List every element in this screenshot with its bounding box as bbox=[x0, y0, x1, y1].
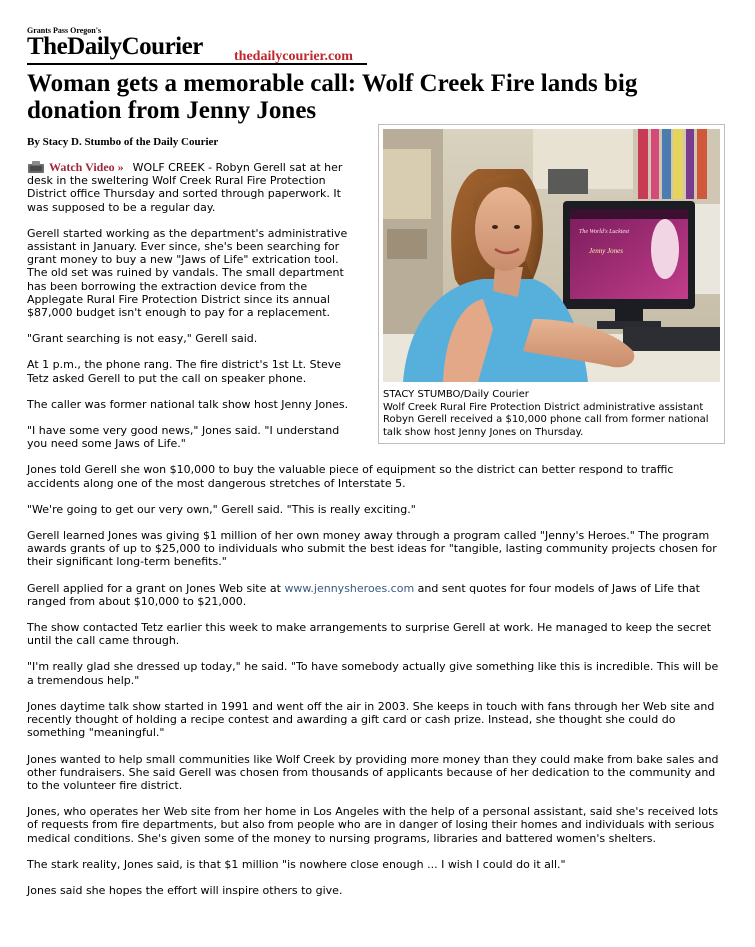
masthead-url[interactable]: thedailycourier.com bbox=[234, 49, 353, 64]
article-paragraph: Jones daytime talk show started in 1991 and went off the air in 2003. She keeps in touch with fans through her Web site and recently thought of holding a recipe contest and awarding a gift card or cash prize. Instead, she thought she could do something "meaningful." bbox=[27, 699, 715, 740]
article-paragraph: "I'm really glad she dressed up today," he said. "To have somebody actually give something like this is incredible. This will be a tremendous help." bbox=[27, 660, 719, 687]
watch-video-link[interactable] bbox=[27, 160, 127, 174]
article-paragraph: The stark reality, Jones said, is that $1 million "is nowhere close enough ... I wish I could do it all." bbox=[27, 857, 566, 871]
article-paragraph: The show contacted Tetz earlier this week to make arrangements to surprise Gerell at work. He managed to keep the secret until the call came through. bbox=[27, 621, 712, 648]
article-paragraph: The caller was former national talk show host Jenny Jones. bbox=[27, 397, 349, 411]
watch-video-label: Watch Video » bbox=[49, 160, 124, 174]
masthead-logo[interactable]: TheDailyCourier bbox=[27, 33, 203, 60]
article-paragraph: At 1 p.m., the phone rang. The fire district's 1st Lt. Steve Tetz asked Gerell to put the call on speaker phone. bbox=[27, 358, 342, 385]
masthead-kicker: Grants Pass Oregon's bbox=[27, 26, 102, 35]
jennysheroes-link[interactable]: www.jennysheroes.com bbox=[284, 581, 415, 595]
article-paragraph: Gerell learned Jones was giving $1 million of her own money away through a program called "Jenny's Heroes." The program awards grants of up to $25,000 to individuals who submit the best ideas for "tangible, lasting community projects chosen for their significant long-term benefits." bbox=[27, 529, 717, 569]
article-paragraph: "We're going to get our very own," Gerell said. "This is really exciting." bbox=[27, 502, 416, 516]
screen-text-1: The World's Luckiest bbox=[579, 229, 630, 235]
photo-caption-text: Wolf Creek Rural Fire Protection District administrative assistant Robyn Gerell received a $10,000 phone call from former national talk show host Jenny Jones on Thursday. bbox=[383, 401, 709, 438]
article-paragraph: "Grant searching is not easy," Gerell said. bbox=[27, 332, 258, 346]
photo-credit: STACY STUMBO/Daily Courier bbox=[383, 389, 529, 400]
article-paragraph: "I have some very good news," Jones said. "I understand you need some Jaws of Life." bbox=[27, 424, 340, 451]
article-paragraph: Jones told Gerell she won $10,000 to buy the valuable piece of equipment so the district can better respond to traffic accidents along one of the most dangerous stretches of Interstate 5. bbox=[27, 463, 674, 490]
masthead bbox=[27, 26, 367, 66]
article-paragraph: Jones wanted to help small communities like Wolf Creek by providing more money than they could make from bake sales and other fundraisers. She said Gerell was chosen from thousands of applicants because of her dedication to the community and to the volunteer fire district. bbox=[27, 752, 719, 792]
article-body bbox=[27, 161, 727, 910]
article-paragraph: Jones said she hopes the effort will inspire others to give. bbox=[27, 883, 343, 897]
article-paragraph: Jones, who operates her Web site from her home in Los Angeles with the help of a personal assistant, said she's received lots of requests from fire departments, but also from people who are in danger of losing their homes and individuals with serious medical conditions. She's given some of the money to nursing programs, libraries and battered women's shelters. bbox=[27, 805, 719, 845]
article-paragraph bbox=[27, 582, 727, 608]
article-byline: By Stacy D. Stumbo of the Daily Courier bbox=[27, 136, 219, 148]
paragraph-text: Gerell applied for a grant on Jones Web site at bbox=[27, 581, 281, 595]
video-camera-icon bbox=[27, 161, 45, 173]
paragraph-text: and sent quotes for four models of Jaws of Life that ranged from about $10,000 to $21,000. bbox=[27, 581, 700, 608]
article-paragraph: Gerell started working as the department's administrative assistant in January. Ever since, she's been searching for grant money to buy a new "Jaws of Life" extrication tool. The old set was ruined by vandals. The small department has been borrowing the extraction device from the Applegate Rural Fire Protection District since its annual $87,000 budget isn't enough to pay for a replacement. bbox=[27, 226, 348, 320]
article-paragraph bbox=[27, 161, 359, 214]
screen-text-2: Jenny Jones bbox=[589, 247, 624, 255]
article-headline: Woman gets a memorable call: Wolf Creek Fire lands big donation from Jenny Jones bbox=[27, 70, 638, 124]
paragraph-text: WOLF CREEK - Robyn Gerell sat at her desk in the sweltering Wolf Creek Rural Fire Protection District office Thursday and sorted through paperwork. It was supposed to be a regular day. bbox=[27, 161, 343, 214]
